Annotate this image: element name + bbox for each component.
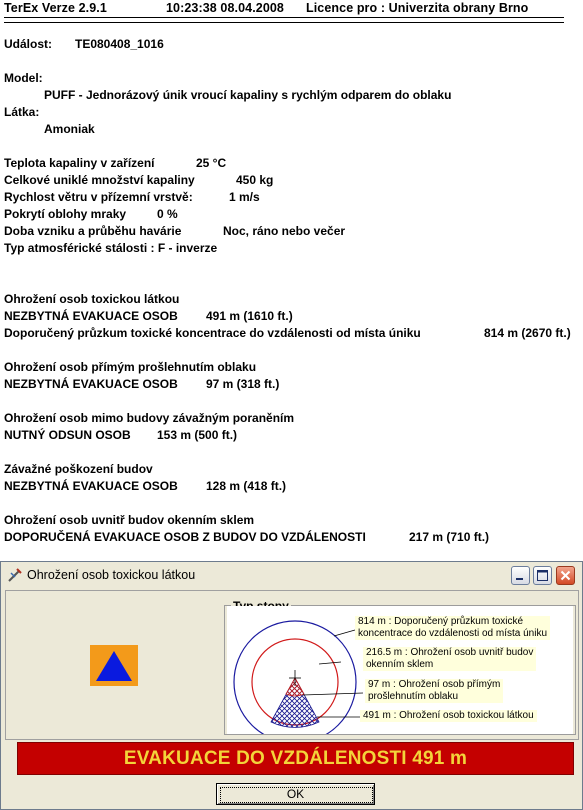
model-value: PUFF - Jednorázový únik vroucí kapaliny s rychlým odparem do oblaku: [44, 88, 452, 102]
param-label: Pokrytí oblohy mraky: [4, 207, 127, 221]
param-value: 450 kg: [236, 173, 274, 187]
param-value: 1 m/s: [229, 190, 260, 204]
evacuation-banner: [17, 742, 574, 775]
hazard-zone-diagram: [227, 606, 573, 734]
param-label: Teplota kapaliny v zařízení: [4, 156, 155, 170]
threat-line-value: 97 m (318 ft.): [206, 377, 280, 391]
event-label: Událost:: [4, 37, 52, 51]
focus-rect: [220, 787, 373, 803]
minimize-button[interactable]: [511, 566, 530, 585]
model-label: Model:: [4, 71, 43, 85]
dialog-titlebar[interactable]: [1, 562, 582, 588]
threat-title: Závažné poškození budov: [4, 462, 153, 476]
threat-line-label: NEZBYTNÁ EVAKUACE OSOB: [4, 309, 178, 323]
threat-line-value: 217 m (710 ft.): [409, 530, 490, 544]
license-label: Licence pro : Univerzita obrany Brno: [306, 1, 529, 15]
threat-line-label: NEZBYTNÁ EVAKUACE OSOB: [4, 479, 178, 493]
param-value: 0 %: [157, 207, 178, 221]
note-491m-text: 491 m : Ohrožení osob toxickou látkou: [363, 710, 534, 721]
close-button[interactable]: [556, 566, 575, 585]
note-97m-text: 97 m : Ohrožení osob přímým prošlehnutím oblaku: [368, 679, 501, 702]
threat-line-value: 491 m (1610 ft.): [206, 309, 293, 323]
param-label: Doba vzniku a průběhu havárie: [4, 224, 182, 238]
note-97m: [365, 679, 503, 703]
threat-title: Ohrožení osob mimo budovy závažným poraněním: [4, 411, 295, 425]
threat-line-label: NUTNÝ ODSUN OSOB: [4, 428, 131, 442]
threat-title: Ohrožení osob přímým prošlehnutím oblaku: [4, 360, 257, 374]
threat-line-label: Doporučený průzkum toxické koncentrace do vzdálenosti od místa úniku: [4, 326, 421, 340]
ok-button-label: OK: [286, 786, 305, 801]
param-label: Typ atmosférické stálosti : F - inverze: [4, 241, 218, 255]
minimize-icon: [512, 567, 529, 584]
threat-line-value: 153 m (500 ft.): [157, 428, 238, 442]
threat-title: Ohrožení osob uvnitř budov okenním sklem: [4, 513, 255, 527]
param-value: 25 °C: [196, 156, 227, 170]
ok-button[interactable]: [216, 783, 375, 805]
maximize-icon: [534, 567, 551, 584]
tool-icon: [7, 567, 23, 583]
threat-line-value: 128 m (418 ft.): [206, 479, 287, 493]
maximize-button[interactable]: [533, 566, 552, 585]
dialog-title: Ohrožení osob toxickou látkou: [27, 568, 196, 582]
threat-line-label: NEZBYTNÁ EVAKUACE OSOB: [4, 377, 178, 391]
param-value: Noc, ráno nebo večer: [223, 224, 346, 238]
substance-value: Amoniak: [44, 122, 95, 136]
note-814m-text: 814 m : Doporučený průzkum toxické koncentrace do vzdálenosti od místa úniku: [358, 616, 547, 639]
threat-title: Ohrožení osob toxickou látkou: [4, 292, 180, 306]
separator-line: [4, 17, 564, 23]
report-timestamp: 10:23:38 08.04.2008: [166, 1, 284, 15]
param-label: Rychlost větru v přízemní vrstvě:: [4, 190, 193, 204]
threat-dialog: [0, 561, 583, 810]
leader-line: [334, 630, 355, 636]
leader-line: [319, 662, 341, 664]
substance-label: Látka:: [4, 105, 40, 119]
warning-sign: [90, 645, 138, 686]
note-491m: [360, 710, 537, 722]
leader-line: [303, 693, 363, 695]
threat-line-value: 814 m (2670 ft.): [484, 326, 571, 340]
note-814m: [355, 616, 550, 640]
warning-triangle-icon: [90, 645, 138, 686]
evacuation-banner-text: EVAKUACE DO VZDÁLENOSTI 491 m: [123, 748, 468, 769]
param-label: Celkové uniklé množství kapaliny: [4, 173, 195, 187]
note-216m-text: 216.5 m : Ohrožení osob uvnitř budov okenním sklem: [366, 647, 534, 670]
event-value: TE080408_1016: [75, 37, 164, 51]
threat-line-label: DOPORUČENÁ EVAKUACE OSOB Z BUDOV DO VZDÁLENOSTI: [4, 530, 366, 544]
note-216m: [363, 647, 536, 671]
app-version: TerEx Verze 2.9.1: [4, 1, 107, 15]
close-icon: [557, 567, 574, 584]
